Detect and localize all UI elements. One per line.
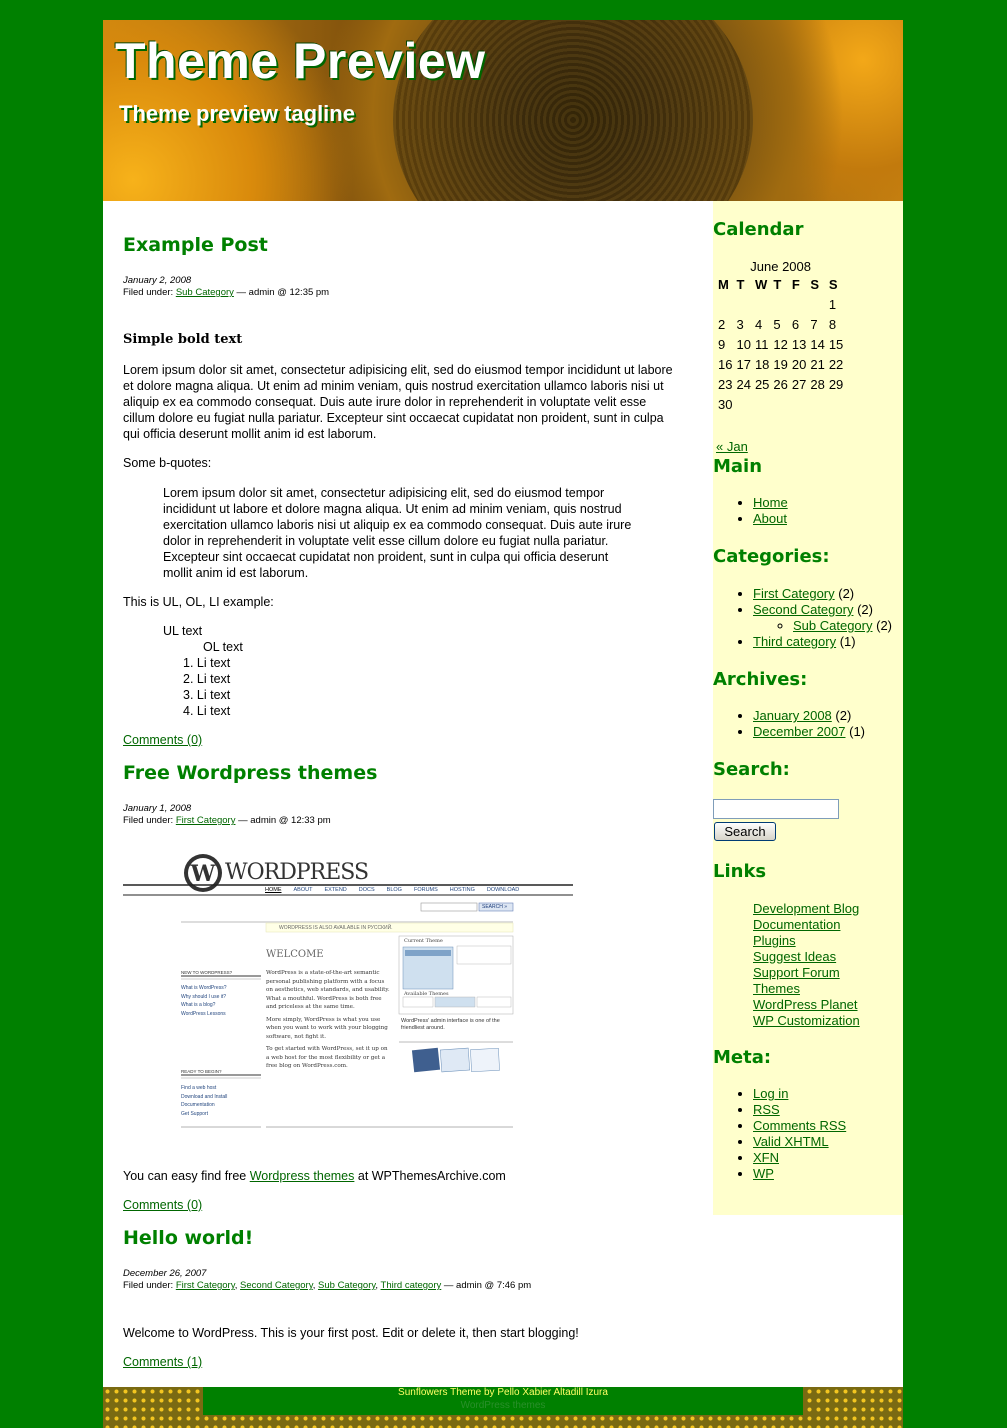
calendar-empty-cell (753, 394, 771, 414)
calendar-day: 13 (791, 336, 807, 352)
wp-notice: WORDPRESS IS ALSO AVAILABLE IN РУССКИЙ. (279, 925, 393, 931)
calendar-day-header: T (773, 276, 782, 292)
link-item (753, 949, 860, 965)
calendar-week (716, 374, 845, 394)
category-link[interactable]: First Category (753, 586, 835, 601)
calendar-empty-cell (808, 394, 826, 414)
calendar-day: 26 (773, 376, 788, 392)
page-container (103, 20, 903, 1387)
calendar-heading: Calendar (713, 219, 804, 240)
archives-list (713, 708, 865, 740)
categories-list (713, 586, 892, 650)
post-paragraph (123, 1168, 506, 1184)
calendar-empty-cell (734, 394, 752, 414)
calendar-empty-cell (827, 394, 845, 414)
calendar-empty-cell (771, 294, 789, 314)
calendar-day-header: S (828, 276, 838, 292)
calendar-week (716, 394, 845, 414)
bquotes-label: Some b-quotes: (123, 456, 212, 470)
wp-new-list (181, 984, 226, 1018)
footer-credit: Sunflowers Theme by Pello Xabier Altadill Izura (398, 1387, 608, 1398)
wp-new-item: Why should I use it? (181, 993, 227, 1000)
post-date: December 26, 2007 (123, 1268, 207, 1279)
calendar-day: 22 (828, 356, 844, 372)
calendar-day: 16 (718, 356, 733, 372)
wp-link[interactable]: WP (753, 1166, 774, 1181)
home-link[interactable]: Home (753, 495, 788, 510)
category-link[interactable]: Sub Category (318, 1280, 376, 1291)
comments-link[interactable]: Comments (0) (123, 1198, 203, 1212)
sidebar (713, 201, 903, 1215)
wp-ready-item: Documentation (181, 1102, 215, 1108)
wp-admin-caption: WordPress' admin interface is one of the friendliest around. (401, 1018, 500, 1031)
site-tagline: Theme preview tagline (119, 101, 355, 126)
category-item (753, 634, 892, 650)
search-heading: Search: (713, 759, 790, 780)
calendar-day: 12 (773, 336, 788, 352)
calendar-empty-cell (734, 294, 752, 314)
blogroll-link[interactable]: Suggest Ideas (753, 949, 837, 964)
post-meta (123, 803, 331, 827)
list-label: This is UL, OL, LI example: (123, 595, 274, 609)
calendar-day-header: S (810, 276, 820, 292)
link-item (753, 981, 860, 997)
wp-search-button: SEARCH » (482, 904, 508, 910)
wp-logo-text: WORDPRESS (225, 860, 369, 885)
categories-heading: Categories: (713, 546, 830, 567)
category-count: (2) (872, 618, 892, 633)
site-title[interactable]: Theme Preview (115, 33, 486, 89)
archive-count: (1) (845, 724, 865, 739)
archive-link[interactable]: January 2008 (753, 708, 832, 723)
calendar-day: 28 (810, 376, 825, 392)
calendar-day: 27 (791, 376, 807, 392)
calendar-empty-cell (716, 294, 734, 314)
calendar-day: 30 (718, 396, 733, 412)
wp-intro-2: More simply, WordPress is what you use when you want to work with your blogging software, not fight it. (266, 1016, 388, 1040)
wp-nav-item: BLOG (386, 887, 402, 893)
valid-xhtml-link[interactable]: Valid XHTML (753, 1134, 829, 1149)
meta-item (753, 1118, 846, 1134)
category-link[interactable]: First Category (175, 1280, 235, 1291)
blogroll-link[interactable]: WP Customization (753, 1013, 860, 1028)
link-item (753, 917, 860, 933)
text-after-link: at WPThemesArchive.com (354, 1169, 506, 1183)
blogroll-link[interactable]: Documentation (753, 917, 841, 932)
post-paragraph: Welcome to WordPress. This is your first post. Edit or delete it, then start blogging! (123, 1326, 579, 1340)
site-footer (103, 1387, 903, 1428)
post-title[interactable]: Example Post (123, 234, 268, 256)
list-item: 4. Li text (183, 703, 463, 719)
link-item (753, 933, 860, 949)
post-paragraph: Lorem ipsum dolor sit amet, consectetur adipisicing elit, sed do eiusmod tempor incididunt ut labore et dolore magna aliqua. Ut enim ad minim veniam, quis nostrud exercitation ullamco laboris nisi ut aliquip ex ea commodo consequat. Duis aute irure dolor in reprehenderit in voluptate velit esse cillum dolore eu fugiat nulla pariatur. Excepteur sint occaecat cupidatat non proident, sunt in culpa qui officia deserunt mollit anim id est laborum. (123, 363, 673, 441)
calendar-day-header: T (736, 276, 745, 292)
calendar-day: 14 (810, 336, 825, 352)
category-count: (2) (834, 586, 855, 601)
blogroll-link[interactable]: Plugins (753, 933, 796, 948)
archive-item (753, 708, 865, 724)
link-item (753, 1013, 860, 1029)
main-list (713, 495, 788, 527)
calendar-day: 23 (718, 376, 733, 392)
blogroll-link[interactable]: Development Blog (753, 901, 860, 916)
main-heading: Main (713, 456, 763, 477)
filed-under-label: Filed under: (123, 1280, 176, 1291)
link-item (753, 965, 860, 981)
calendar-day: 4 (754, 316, 763, 332)
archive-count: (2) (831, 708, 852, 723)
wp-new-item: WordPress Lessons (181, 1010, 226, 1017)
ol-example (163, 639, 463, 719)
comments-link[interactable]: Comments (1) (123, 1355, 203, 1369)
calendar-day: 3 (736, 316, 744, 332)
calendar-day: 15 (828, 336, 844, 352)
blogroll-link[interactable]: Themes (753, 981, 800, 996)
login-link[interactable]: Log in (753, 1086, 789, 1101)
calendar-empty-cell (790, 294, 808, 314)
calendar-day: 20 (791, 356, 807, 372)
category-link[interactable]: Third category (753, 634, 837, 649)
meta-item (753, 1086, 846, 1102)
calendar-day: 18 (754, 356, 770, 372)
search-input[interactable] (713, 799, 839, 819)
ul-text: UL text (163, 624, 203, 638)
meta-item (753, 1134, 846, 1150)
about-link[interactable]: About (753, 511, 787, 526)
blogroll-link[interactable]: Support Forum (753, 965, 840, 980)
wp-nav-item: DOCS (358, 887, 375, 893)
wp-intro (266, 969, 392, 1071)
category-item (753, 602, 892, 634)
archive-link[interactable]: December 2007 (753, 724, 846, 739)
main-item (753, 495, 788, 511)
calendar-week (716, 334, 845, 354)
wordpress-themes-link[interactable]: Wordpress themes (249, 1169, 355, 1183)
post-byline: — admin @ 12:35 pm (233, 287, 330, 298)
calendar-day: 8 (828, 316, 837, 332)
post-byline: — admin @ 7:46 pm (441, 1280, 532, 1291)
wp-current-theme: Current Theme (404, 938, 443, 944)
rss-link[interactable]: RSS (753, 1102, 780, 1117)
meta-item (753, 1102, 846, 1118)
link-item (753, 901, 860, 917)
subcategory-list (753, 618, 892, 634)
calendar-day: 7 (810, 316, 818, 332)
post-byline: — admin @ 12:33 pm (235, 815, 331, 826)
post-meta (123, 275, 329, 299)
meta-item (753, 1150, 846, 1166)
calendar-day-header: F (791, 276, 800, 292)
wp-ready-item: Get Support (181, 1110, 208, 1117)
xfn-link[interactable]: XFN (753, 1150, 779, 1165)
ul-example (123, 623, 463, 719)
meta-heading: Meta: (713, 1047, 772, 1068)
calendar-week (716, 314, 845, 334)
blockquote: Lorem ipsum dolor sit amet, consectetur adipisicing elit, sed do eiusmod tempor incididunt ut labore et dolore magna aliqua. Ut enim ad minim veniam, quis nostrud exercitation ullamco laboris nisi ut aliquip ex ea commodo consequat. Duis aute irure dolor in reprehenderit in voluptate velit esse cillum dolore eu fugiat nulla pariatur. Excepteur sint occaecat cupidatat non proident, sunt in culpa qui officia deserunt mollit anim id est laborum. (163, 486, 632, 580)
calendar-day: 10 (736, 336, 751, 352)
category-link[interactable]: Sub Category (793, 618, 873, 633)
comments-rss-link[interactable]: Comments RSS (753, 1118, 847, 1133)
calendar-week (716, 354, 845, 374)
category-count: (2) (853, 602, 873, 617)
calendar-day: 11 (754, 336, 769, 352)
category-link[interactable]: Sub Category (175, 287, 234, 298)
search-button[interactable]: Search (714, 822, 776, 841)
archive-item (753, 724, 865, 740)
wp-nav-item: EXTEND (324, 887, 347, 893)
calendar-day: 29 (828, 376, 844, 392)
list-item: 1. Li text (183, 655, 463, 671)
filed-under-label: Filed under: (123, 815, 176, 826)
bold-text: Simple bold text (123, 332, 243, 347)
wp-intro-3: To get started with WordPress, set it up on a web host for the most flexibility or get a free blog on WordPress.com. (266, 1046, 388, 1069)
main-item (753, 511, 788, 527)
calendar-day: 25 (754, 376, 770, 392)
calendar-day-header: W (754, 276, 768, 292)
archives-heading: Archives: (713, 669, 808, 690)
links-list (713, 901, 860, 1029)
calendar-day: 2 (718, 316, 726, 332)
wp-nav-item: ABOUT (293, 887, 313, 893)
text-before-link: You can easy find free (123, 1169, 250, 1183)
wp-new-item: What is WordPress? (181, 985, 227, 991)
ol-text: OL text (203, 640, 243, 654)
wp-new-item: What is a blog? (181, 1002, 216, 1008)
calendar-day-header: M (718, 276, 729, 292)
wordpress-screenshot-image[interactable] (123, 851, 573, 1131)
post-title[interactable]: Hello world! (123, 1227, 254, 1249)
list-item: 3. Li text (183, 687, 463, 703)
post-date: January 2, 2008 (123, 275, 192, 286)
wp-intro-1: WordPress is a state-of-the-art semantic personal publishing platform with a focus on aesthetics, web standards, and usability. What a mouthful. WordPress is both free and priceless at the same time. (266, 970, 390, 1010)
category-item (753, 586, 892, 602)
calendar-empty-cell (790, 394, 808, 414)
category-link[interactable]: Second Category (753, 602, 854, 617)
comments-link[interactable]: Comments (0) (123, 733, 203, 747)
list-item: 2. Li text (183, 671, 463, 687)
meta-list (713, 1086, 846, 1182)
calendar-day: 1 (828, 296, 837, 312)
calendar-empty-cell (808, 294, 826, 314)
wp-nav-item: DOWNLOAD (486, 887, 520, 893)
link-item (753, 997, 860, 1013)
wp-nav-item: HOSTING (449, 887, 475, 893)
category-link[interactable]: Second Category (240, 1280, 313, 1291)
calendar-day: 9 (718, 336, 726, 352)
footer-credit-2[interactable]: WordPress themes (460, 1400, 546, 1411)
site-header (103, 20, 903, 201)
wp-nav (265, 887, 519, 893)
calendar-week (716, 294, 845, 314)
category-link[interactable]: First Category (175, 815, 236, 826)
wp-nav-item: HOME (265, 887, 282, 893)
category-count: (1) (836, 634, 856, 649)
filed-under-label: Filed under: (123, 287, 176, 298)
wp-ready-list (181, 1084, 227, 1118)
post-title[interactable]: Free Wordpress themes (123, 762, 378, 784)
svg-text:W: W (190, 861, 216, 887)
calendar-empty-cell (753, 294, 771, 314)
footer-bar (203, 1387, 803, 1415)
links-heading: Links (713, 861, 767, 882)
wp-welcome: WELCOME (266, 949, 324, 960)
calendar-day: 5 (773, 316, 781, 332)
wp-ready-item: Find a web host (181, 1085, 217, 1091)
calendar-empty-cell (771, 394, 789, 414)
post-date: January 1, 2008 (123, 803, 192, 814)
category-link[interactable]: Third category (380, 1280, 442, 1291)
post-meta: December 26, 2007 Filed under: First Category, Second Category, Sub Category, Third category — admin @ 7:46 pm (123, 1268, 532, 1291)
calendar-table (716, 259, 845, 414)
meta-item (753, 1166, 846, 1182)
calendar-caption: June 2008 (750, 259, 811, 274)
wp-available-themes: Available Themes (404, 991, 449, 997)
calendar-day: 19 (773, 356, 788, 372)
calendar-day: 6 (791, 316, 800, 332)
calendar-day: 17 (736, 356, 751, 372)
calendar-day: 24 (736, 376, 751, 392)
blogroll-link[interactable]: WordPress Planet (753, 997, 858, 1012)
calendar-prev-link[interactable]: « Jan (716, 439, 748, 454)
calendar-body (716, 294, 845, 414)
wp-new-heading: NEW TO WORDPRESS? (181, 970, 233, 975)
calendar-day: 21 (810, 356, 825, 372)
wp-nav-item: FORUMS (413, 887, 438, 893)
wp-ready-item: Download and Install (181, 1093, 228, 1100)
wp-ready-heading: READY TO BEGIN? (181, 1069, 222, 1074)
category-item (793, 618, 892, 634)
